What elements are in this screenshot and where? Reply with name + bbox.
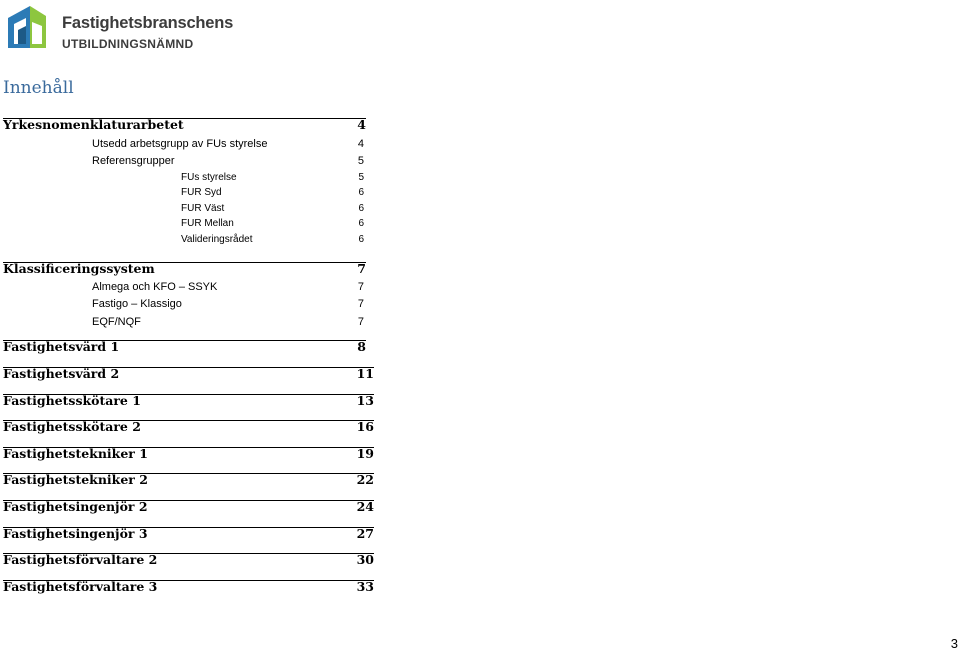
toc-entry-title: Fastighetsskötare 1 — [3, 393, 141, 408]
logo-house-icon — [6, 4, 48, 50]
toc-entry-page: 6 — [358, 187, 364, 198]
brand-subtitle: UTBILDNINGSNÄMND — [62, 37, 194, 51]
toc-entry-title: Referensgrupper — [92, 155, 175, 167]
toc-entry-page: 27 — [356, 526, 374, 541]
toc-entry-page: 13 — [356, 393, 374, 408]
toc-entry-title: Fastighetsingenjör 3 — [3, 526, 148, 541]
toc-entry-title: Fastighetsskötare 2 — [3, 419, 141, 434]
toc-entry[interactable] — [3, 366, 374, 381]
toc-entry-title: Fastighetsförvaltare 2 — [3, 552, 158, 567]
toc-entry[interactable] — [3, 419, 374, 434]
toc-entry-page: 6 — [358, 234, 364, 245]
toc-entry[interactable] — [3, 393, 374, 408]
toc-entry-title: Fastighetstekniker 1 — [3, 446, 148, 461]
toc-entry-page: 11 — [356, 366, 374, 381]
toc-entry[interactable] — [3, 446, 374, 461]
toc-entry-page: 5 — [358, 172, 364, 183]
page-number: 3 — [950, 636, 958, 651]
toc-entry[interactable] — [3, 339, 366, 354]
toc-entry-title: EQF/NQF — [92, 316, 141, 328]
toc-entry-page: 19 — [356, 446, 374, 461]
toc-entry[interactable] — [3, 552, 374, 567]
brand-name: Fastighetsbranschens — [62, 14, 234, 32]
toc-entry-title: Fastighetsingenjör 2 — [3, 499, 148, 514]
toc-entry[interactable] — [3, 579, 374, 594]
toc-entry-page: 16 — [356, 419, 374, 434]
toc-entry-page: 30 — [356, 552, 374, 567]
toc-entry-page: 22 — [356, 472, 374, 487]
toc-entry-title: Utsedd arbetsgrupp av FUs styrelse — [92, 138, 268, 150]
toc-heading: Innehåll — [3, 78, 74, 98]
toc-entry-title: Fastighetsförvaltare 3 — [3, 579, 158, 594]
toc-entry-page: 7 — [357, 316, 364, 328]
toc-entry-title: Almega och KFO – SSYK — [92, 281, 218, 293]
toc-entry-page: 7 — [357, 261, 366, 276]
toc-entry-title: Fastighetsvärd 2 — [3, 366, 120, 381]
toc-entry-title: Fastighetstekniker 2 — [3, 472, 148, 487]
toc-entry-page: 6 — [358, 218, 364, 229]
toc-entry[interactable] — [3, 526, 374, 541]
toc-entry-title: Fastigo – Klassigo — [92, 298, 182, 310]
toc-entry[interactable] — [3, 472, 374, 487]
toc-entry-title: FUR Mellan — [181, 218, 234, 229]
toc-entry-title: FUs styrelse — [181, 172, 237, 183]
toc-entry-page: 24 — [356, 499, 374, 514]
toc-entry-title: FUR Väst — [181, 203, 225, 214]
toc-entry[interactable] — [3, 261, 366, 276]
toc-entry-page: 4 — [357, 138, 364, 150]
toc-entry-title: Valideringsrådet — [181, 234, 253, 245]
toc-entry-page: 7 — [357, 298, 364, 310]
toc-entry-page: 7 — [357, 281, 364, 293]
toc-entry-page: 8 — [357, 339, 366, 354]
toc-entry[interactable] — [3, 117, 366, 132]
toc-entry-page: 6 — [358, 203, 364, 214]
toc-entry[interactable] — [3, 499, 374, 514]
toc-entry-title: FUR Syd — [181, 187, 222, 198]
toc-entry-title: Klassificeringssystem — [3, 261, 155, 276]
toc-entry-title: Yrkesnomenklaturarbetet — [3, 117, 184, 132]
toc-entry-page: 4 — [357, 117, 366, 132]
toc-entry-title: Fastighetsvärd 1 — [3, 339, 120, 354]
toc-entry-page: 33 — [356, 579, 374, 594]
toc-entry-page: 5 — [357, 155, 364, 167]
